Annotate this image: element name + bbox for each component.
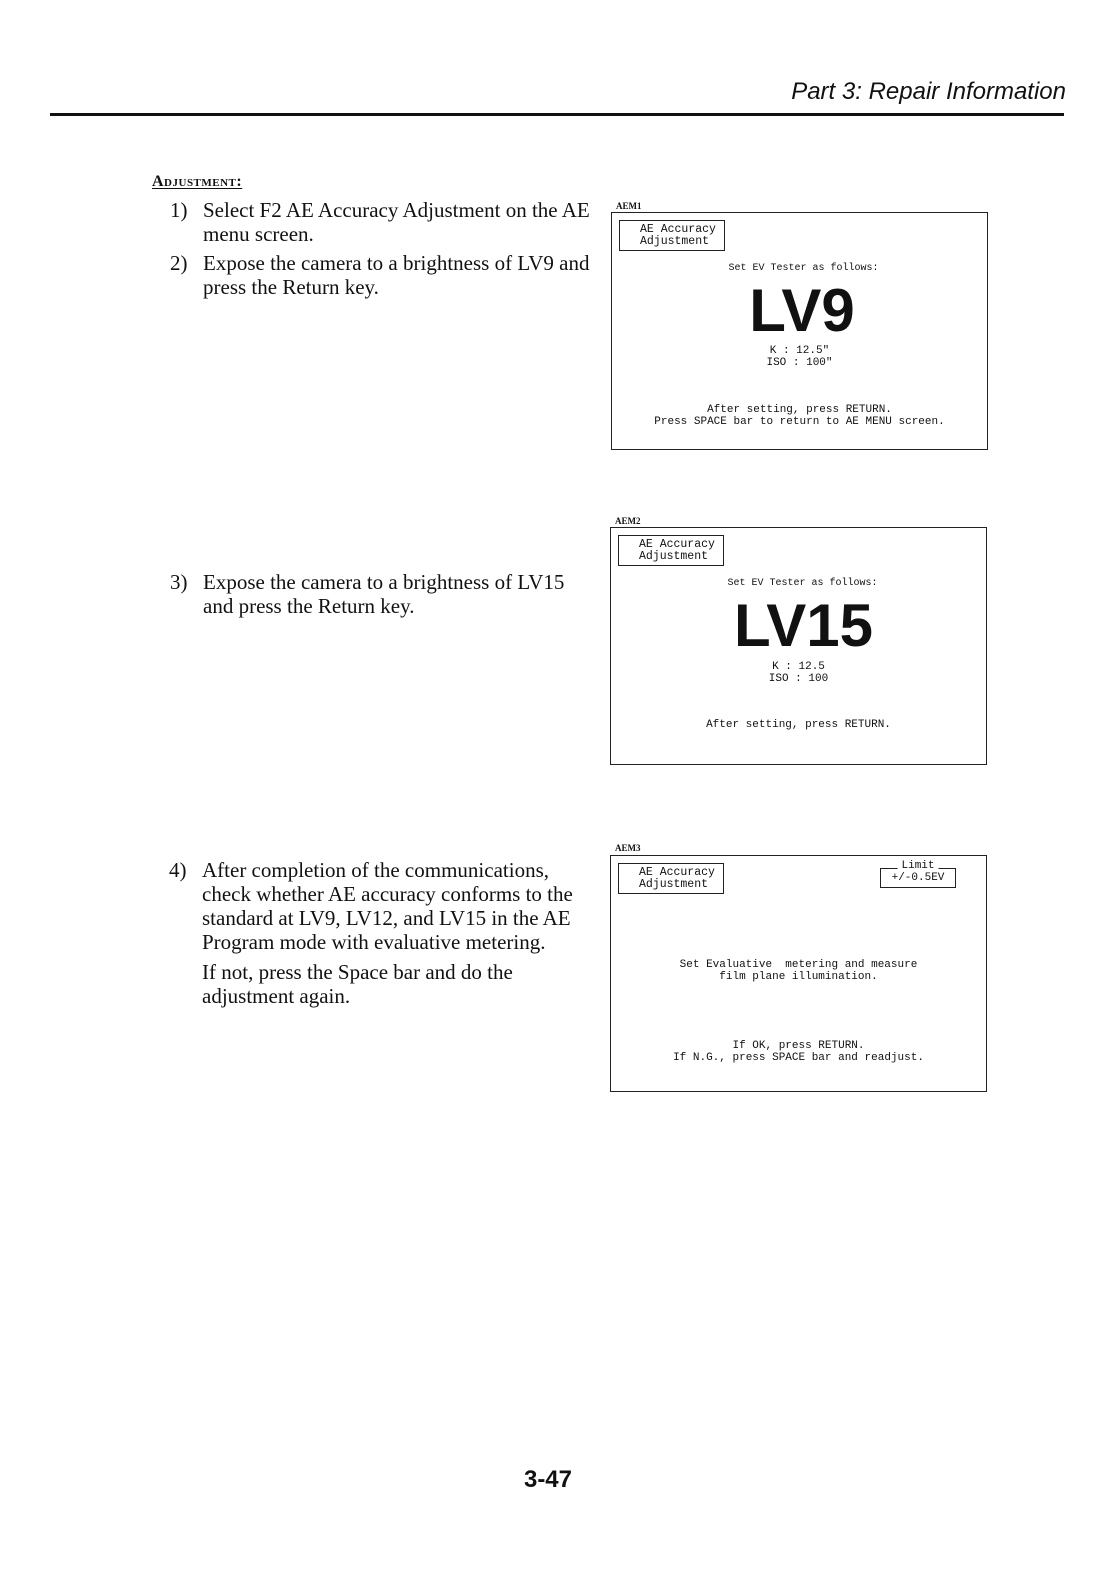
- screen-title-box: [619, 220, 725, 251]
- screen-aem1: [611, 212, 988, 450]
- screen-title-box: [618, 535, 724, 566]
- section-heading: Adjustment:: [152, 173, 243, 190]
- screen-title-box: [618, 863, 724, 894]
- screen-footer-line: Press SPACE bar to return to AE MENU screen.: [654, 416, 945, 428]
- iso-value: ISO : 100: [768, 673, 829, 685]
- step-3: [170, 570, 590, 618]
- screen-message-line: film plane illumination.: [719, 971, 878, 983]
- k-value: K : 12.5": [769, 345, 830, 357]
- step-text: Expose the camera to a brightness of LV9 and press the Return key.: [203, 251, 590, 299]
- k-value: K : 12.5: [772, 661, 825, 673]
- step-number: 3): [170, 570, 188, 594]
- step-text: Expose the camera to a brightness of LV15 and press the Return key.: [203, 570, 565, 618]
- screen-title-line: Adjustment: [639, 878, 709, 891]
- screen-title-line: AE Accuracy: [640, 223, 716, 236]
- step-4: [169, 858, 599, 1008]
- step-1: [170, 198, 590, 246]
- page-number: 3-47: [523, 1466, 573, 1493]
- screen-footer-line: If OK, press RETURN.: [732, 1040, 865, 1052]
- screen-title-line: Adjustment: [640, 235, 710, 248]
- iso-value: ISO : 100": [766, 357, 833, 369]
- screen-instruction: Set EV Tester as follows:: [728, 263, 879, 274]
- screen-title-line: AE Accuracy: [639, 538, 715, 551]
- screen-aem2: [610, 527, 987, 765]
- screen-title-line: AE Accuracy: [639, 866, 715, 879]
- step-number: 1): [170, 198, 188, 222]
- screen-title-line: Adjustment: [639, 550, 709, 563]
- step-number: 2): [170, 251, 188, 275]
- screen-aem3: [610, 855, 987, 1092]
- screen-instruction: Set EV Tester as follows:: [727, 578, 878, 589]
- screen-footer-line: After setting, press RETURN.: [707, 404, 892, 416]
- screen-tag: AEM3: [615, 843, 641, 853]
- brightness-value: LV9: [749, 277, 855, 344]
- step-number: 4): [169, 858, 187, 882]
- page-header-title: Part 3: Repair Information: [791, 78, 1066, 105]
- step-text: After completion of the communications, check whether AE accuracy conforms to the standard at LV9, LV12, and LV15 in the AE Program mode with evaluative metering.: [202, 858, 573, 954]
- step-text: Select F2 AE Accuracy Adjustment on the AE menu screen.: [203, 198, 590, 246]
- screen-message-line: Set Evaluative metering and measure: [679, 959, 918, 971]
- screen-footer-line: If N.G., press SPACE bar and readjust.: [673, 1052, 924, 1064]
- step-2: [170, 251, 590, 299]
- limit-value: +/-0.5EV: [891, 872, 945, 884]
- header-divider: [50, 113, 1064, 116]
- step-text: If not, press the Space bar and do the adjustment again.: [202, 960, 513, 1008]
- screen-tag: AEM2: [615, 516, 641, 526]
- screen-footer-line: After setting, press RETURN.: [706, 719, 891, 731]
- limit-box: [880, 860, 956, 888]
- brightness-value: LV15: [734, 592, 873, 659]
- limit-label: Limit: [897, 860, 938, 872]
- screen-tag: AEM1: [616, 201, 642, 211]
